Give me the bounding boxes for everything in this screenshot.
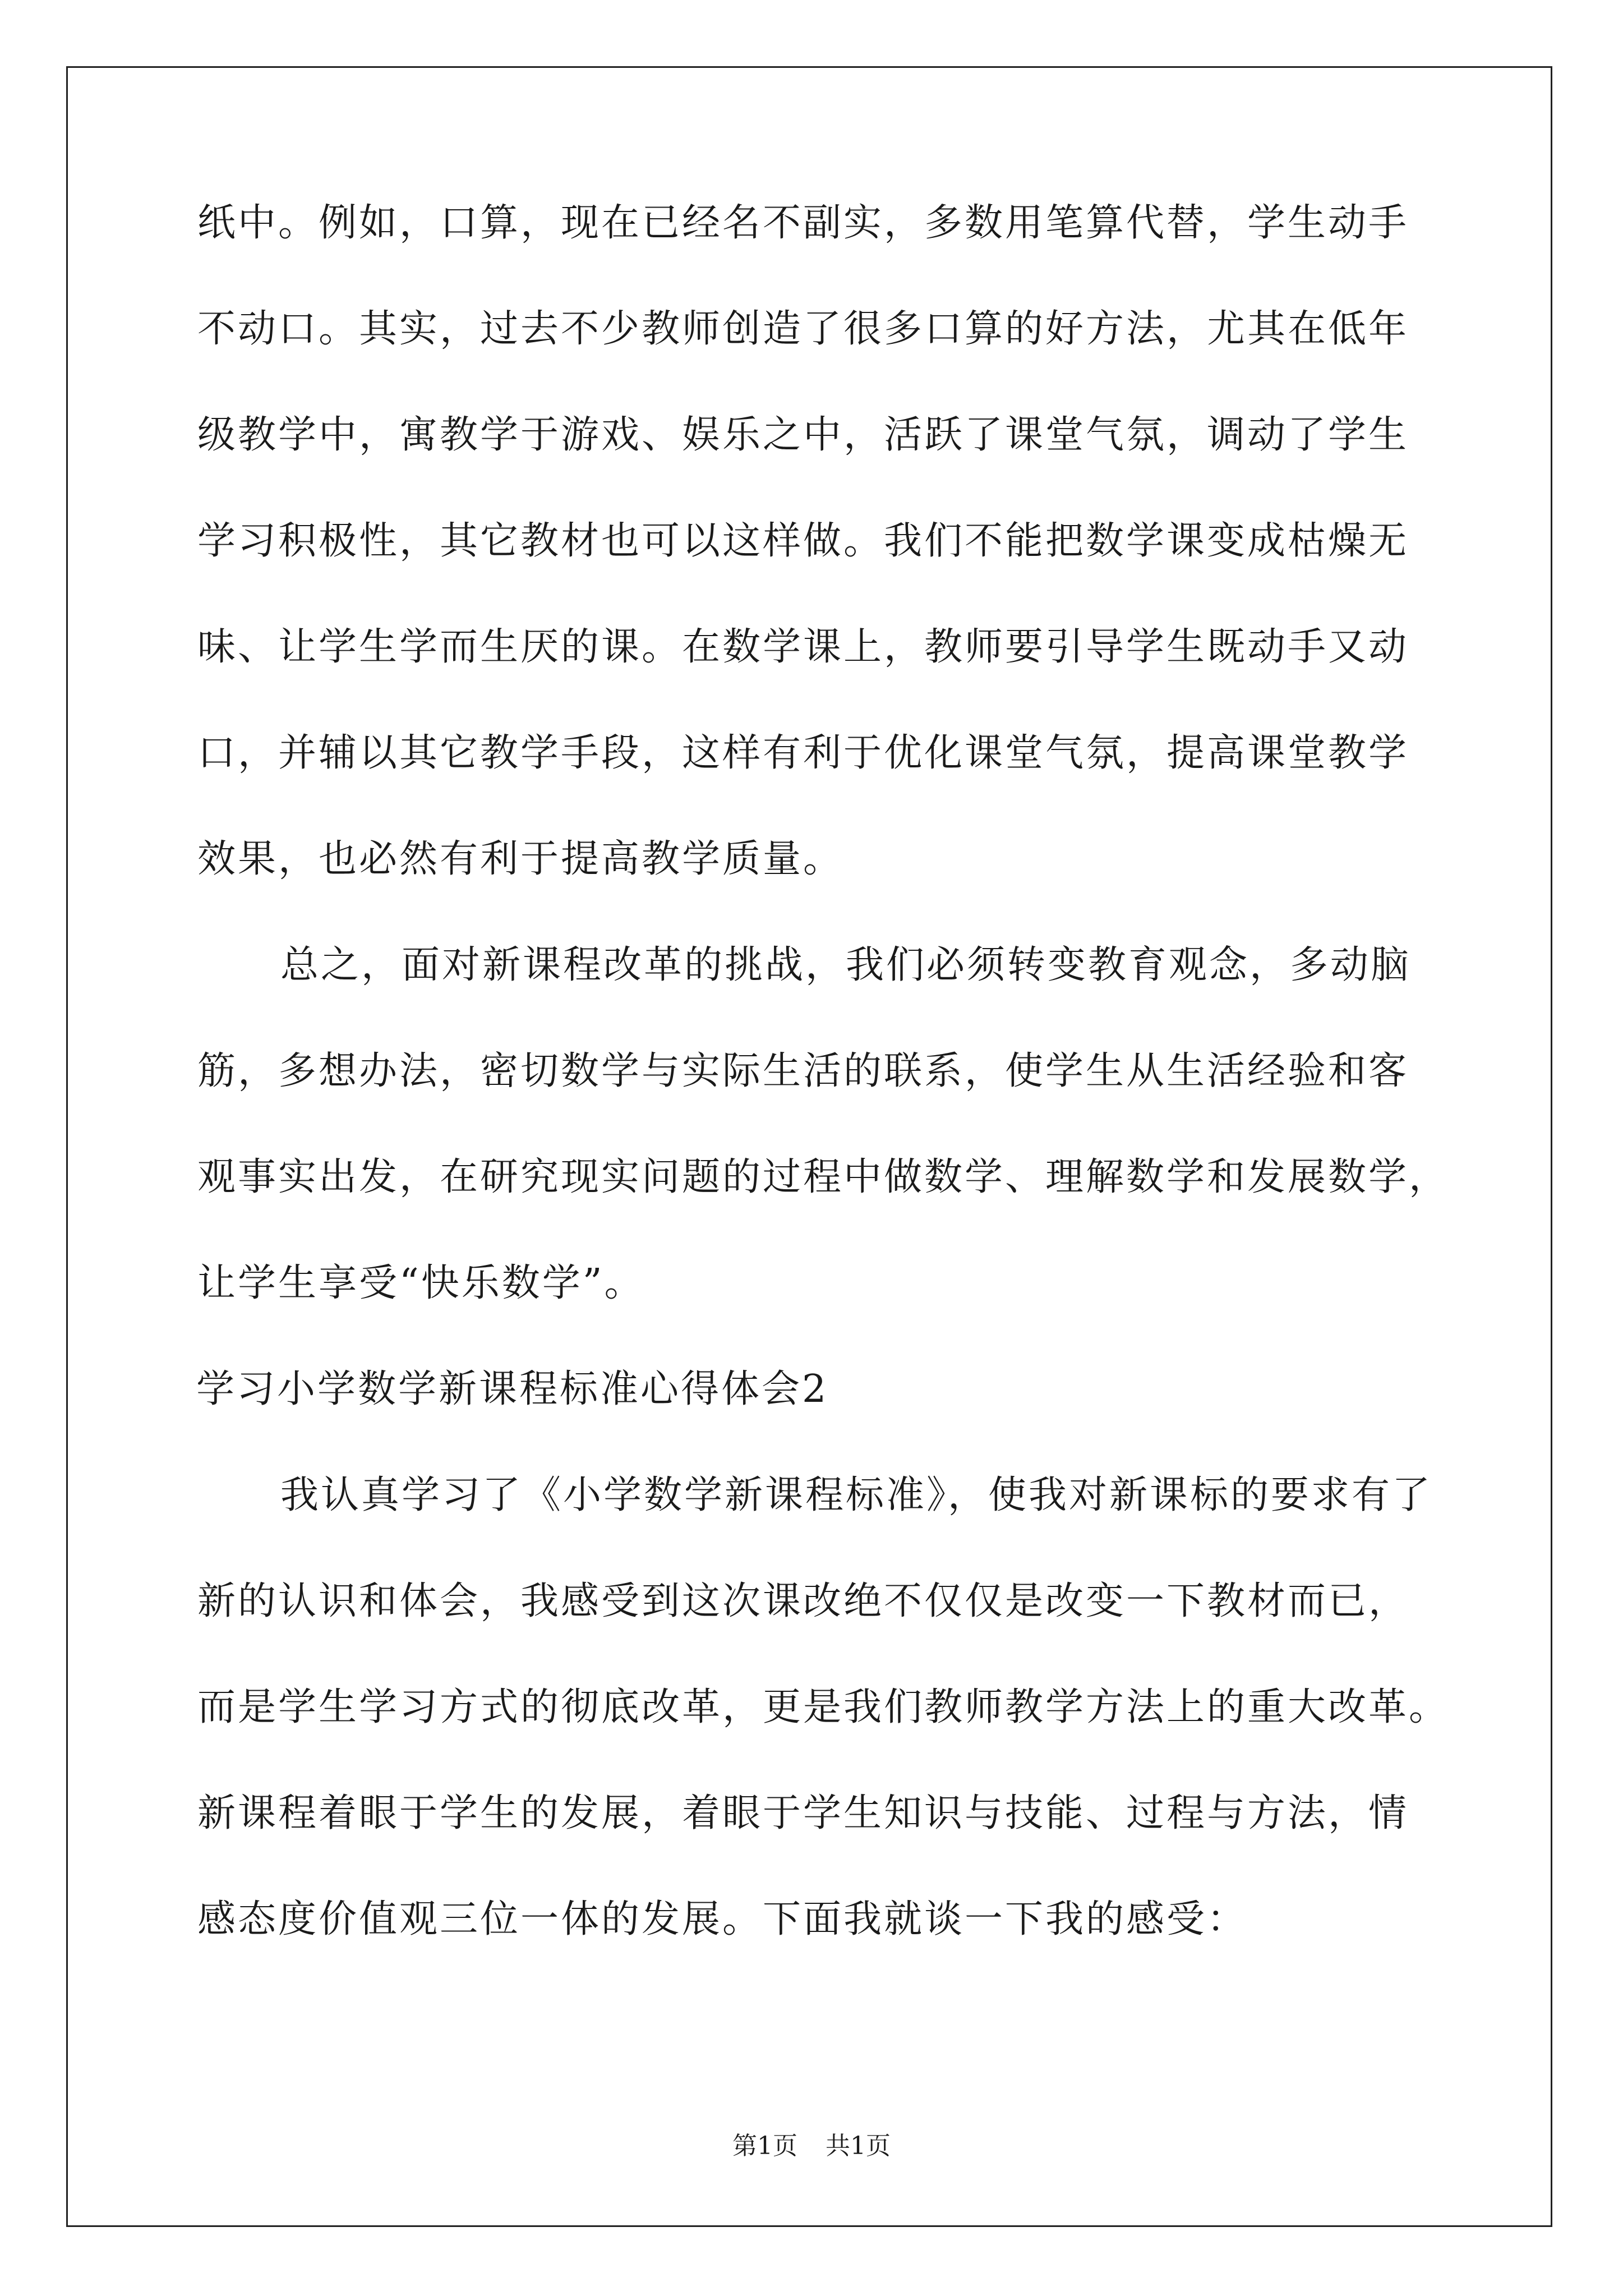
document-body (196, 201, 1450, 2005)
page-footer (0, 2133, 1623, 2160)
page-number-current: 第1页 (732, 2132, 797, 2160)
page-number-total: 共1页 (826, 2132, 891, 2160)
text-line-7: 效果，也必然有利于提高教学质量。 (197, 837, 844, 881)
text-line-9: 筋，多想办法，密切数学与实际生活的联系，使学生从生活经验和客 (197, 1049, 1409, 1093)
text-line-8: 总之，面对新课程改革的挑战，我们必须转变教育观念，多动脑 (280, 943, 1412, 987)
text-line-11: 让学生享受“快乐数学”。 (197, 1261, 645, 1305)
text-line-15: 而是学生学习方式的彻底改革，更是我们教师教学方法上的重大改革。 (197, 1685, 1450, 1729)
text-line-16: 新课程着眼于学生的发展，着眼于学生知识与技能、过程与方法，情 (197, 1791, 1409, 1835)
text-line-1: 纸中。例如，口算，现在已经名不副实，多数用笔算代替，学生动手 (197, 201, 1409, 245)
text-line-17: 感态度价值观三位一体的发展。下面我就谈一下我的感受： (197, 1897, 1248, 1941)
text-line-2: 不动口。其实，过去不少教师创造了很多口算的好方法，尤其在低年 (197, 307, 1409, 351)
text-line-10: 观事实出发，在研究现实问题的过程中做数学、理解数学和发展数学， (197, 1155, 1450, 1199)
text-line-3: 级教学中，寓教学于游戏、娱乐之中，活跃了课堂气氛，调动了学生 (197, 413, 1409, 457)
text-line-6: 口，并辅以其它教学手段，这样有利于优化课堂气氛，提高课堂教学 (197, 731, 1409, 775)
section-heading: 学习小学数学新课程标准心得体会2 (196, 1367, 829, 1411)
text-line-4: 学习积极性，其它教材也可以这样做。我们不能把数学课变成枯燥无 (197, 519, 1409, 563)
text-line-13: 我认真学习了《小学数学新课程标准》，使我对新课标的要求有了 (280, 1473, 1433, 1517)
text-line-5: 味、让学生学而生厌的课。在数学课上，教师要引导学生既动手又动 (197, 625, 1409, 669)
text-line-14: 新的认识和体会，我感受到这次课改绝不仅仅是改变一下教材而已， (197, 1579, 1409, 1623)
